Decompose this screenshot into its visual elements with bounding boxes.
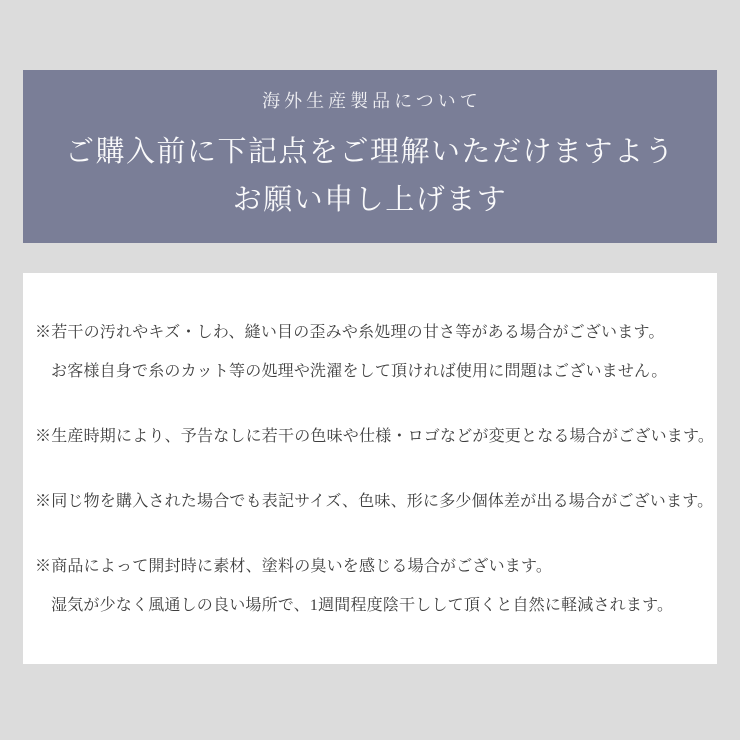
banner-title [65, 128, 675, 224]
notice-line: お客様自身で糸のカット等の処理や洗濯をして頂ければ使用に問題はございません。 [51, 363, 668, 380]
header-banner [23, 70, 717, 243]
notice-line: ※若干の汚れやキズ・しわ、縫い目の歪みや糸処理の甘さ等がある場合がございます。 [35, 324, 665, 341]
notice-panel [23, 273, 717, 664]
banner-subtitle: 海外生産製品について [262, 91, 482, 111]
banner-title-line1: ご購入前に下記点をご理解いただけますよう [64, 136, 675, 168]
notice-line: 湿気が少なく風通しの良い場所で、1週間程度陰干しして頂くと自然に軽減されます。 [51, 597, 674, 614]
notice-paragraph-individual-differences [35, 482, 713, 521]
notice-line: ※同じ物を購入された場合でも表記サイズ、色味、形に多少個体差が出る場合がございます。 [35, 493, 714, 510]
notice-paragraph-stains [35, 313, 713, 391]
banner-title-line2: お願い申し上げます [232, 184, 508, 216]
notice-line: ※商品によって開封時に素材、塗料の臭いを感じる場合がございます。 [35, 558, 553, 575]
notice-paragraph-spec-changes [35, 417, 713, 456]
notice-line: ※生産時期により、予告なしに若干の色味や仕様・ロゴなどが変更となる場合がございます。 [35, 428, 715, 445]
notice-paragraph-smell [35, 547, 713, 625]
